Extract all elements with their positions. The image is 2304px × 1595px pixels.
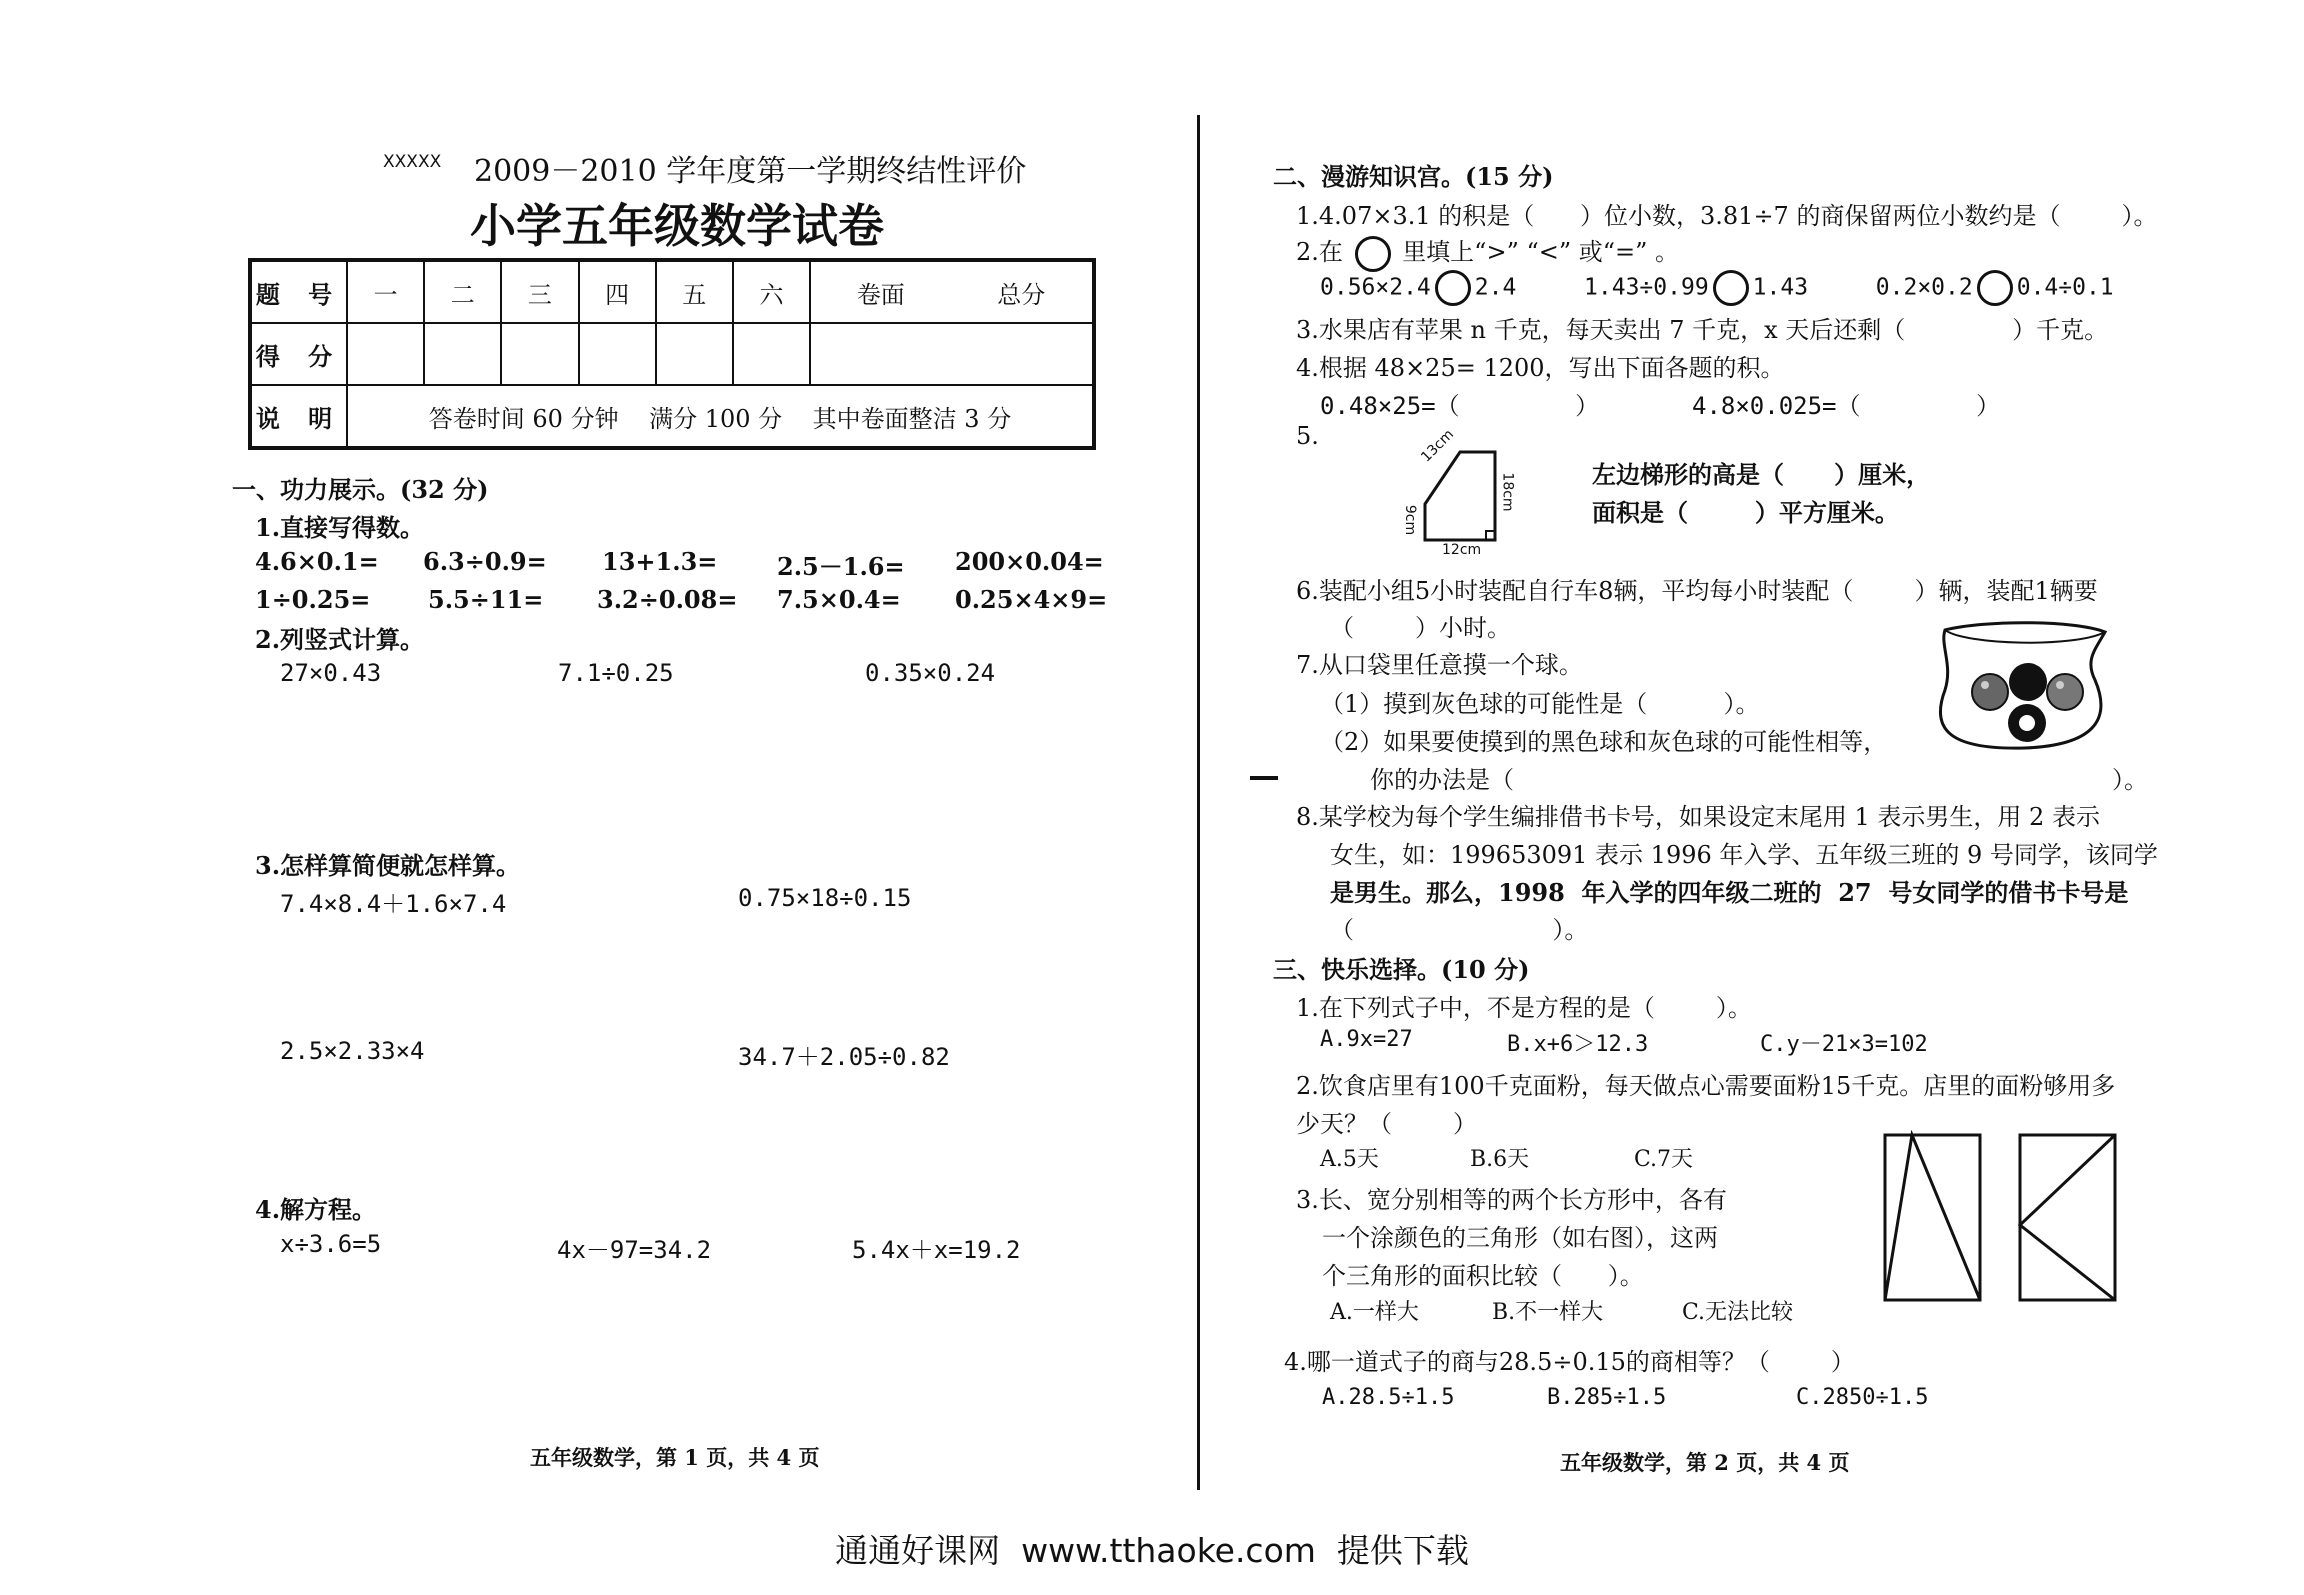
choice-option[interactable]: B.不一样大 — [1492, 1300, 1604, 1325]
page-1-footer: 五年级数学，第 1 页，共 4 页 — [530, 1445, 820, 1470]
score-cell: 五 — [656, 260, 733, 323]
vertical-calc-item: 27×0.43 — [280, 659, 382, 687]
choice-question-4: 4.哪一道式子的商与28.5÷0.15的商相等？（ ） — [1284, 1348, 1855, 1376]
score-input-cell[interactable] — [656, 323, 733, 385]
trapezoid-base-label: 12cm — [1442, 542, 1482, 558]
note-row-label: 说 明 — [250, 385, 347, 448]
score-cell — [810, 260, 951, 323]
compare-right: 1.43 — [1752, 274, 1809, 301]
question-1-2-heading: 2.列竖式计算。 — [255, 625, 425, 654]
question-2-5-text: 面积是（ ）平方厘米。 — [1592, 498, 1899, 527]
vertical-calc-item: 0.35×0.24 — [865, 659, 996, 687]
exam-note: 答卷时间 60 分钟 满分 100 分 其中卷面整洁 3 分 — [347, 385, 1094, 448]
question-2-7-1: （1）摸到灰色球的可能性是（ ）。 — [1320, 690, 1760, 718]
compare-row — [1320, 270, 2114, 306]
question-2-5-text: 左边梯形的高是（ ）厘米， — [1592, 460, 1931, 489]
score-cell — [951, 260, 1094, 323]
trapezoid-height-label: 18cm — [1499, 472, 1516, 512]
page-divider — [1197, 115, 1200, 1490]
ball-bag-icon — [1925, 620, 2120, 755]
choice-option[interactable]: C.y－21×3=102 — [1760, 1032, 1928, 1057]
question-1-3-heading: 3.怎样算简便就怎样算。 — [255, 851, 521, 880]
choice-question-2: 少天？（ ） — [1296, 1110, 1478, 1138]
question-1-4-heading: 4.解方程。 — [255, 1195, 377, 1224]
page-2-footer: 五年级数学，第 2 页，共 4 页 — [1560, 1450, 1850, 1475]
question-2-8: 8.某学校为每个学生编排借书卡号，如果设定末尾用 1 表示男生，用 2 表示 — [1296, 803, 2100, 831]
vertical-calc-item: 7.1÷0.25 — [558, 659, 674, 687]
question-2-2-suffix: 里填上“>” “<” 或“=” 。 — [1402, 238, 1680, 266]
choice-option[interactable]: C.无法比较 — [1682, 1300, 1794, 1325]
oral-calc-item: 1÷0.25= — [255, 585, 371, 614]
score-row-label: 得 分 — [250, 323, 347, 385]
score-cell: 二 — [424, 260, 501, 323]
compare-right: 0.4÷0.1 — [2016, 274, 2114, 301]
score-input-cell[interactable] — [733, 323, 810, 385]
question-2-7: 7.从口袋里任意摸一个球。 — [1296, 651, 1583, 679]
question-2-8: 是男生。那么，1998 年入学的四年级二班的 27 号女同学的借书卡号是 — [1330, 878, 2129, 907]
score-cell: 四 — [579, 260, 656, 323]
compare-left: 1.43÷0.99 — [1584, 274, 1709, 301]
product-item: 0.48×25=（ ） — [1320, 392, 1600, 420]
oral-calc-item: 13+1.3= — [602, 547, 718, 576]
section-1-heading: 一、功力展示。(32 分) — [232, 475, 489, 504]
simplify-calc-item: 2.5×2.33×4 — [280, 1037, 425, 1065]
oral-calc-item: 4.6×0.1= — [255, 547, 379, 576]
score-cell-juanmian: 卷面 — [856, 280, 905, 309]
section-2-heading: 二、漫游知识宫。(15 分) — [1273, 162, 1554, 191]
choice-option[interactable]: A.28.5÷1.5 — [1322, 1385, 1455, 1410]
simplify-calc-item: 7.4×8.4＋1.6×7.4 — [280, 890, 507, 918]
choice-option[interactable]: C.7天 — [1634, 1147, 1694, 1172]
equation-item: 5.4x＋x=19.2 — [852, 1236, 1021, 1264]
equation-item: x÷3.6=5 — [280, 1230, 382, 1258]
question-2-3: 3.水果店有苹果 n 千克，每天卖出 7 千克，x 天后还剩（ ）千克。 — [1296, 316, 2109, 344]
question-2-7-2: （2）如果要使摸到的黑色球和灰色球的可能性相等， — [1320, 728, 1888, 756]
exam-code: XXXXX — [383, 152, 442, 172]
simplify-calc-item: 34.7＋2.05÷0.82 — [738, 1043, 950, 1071]
simplify-calc-item: 0.75×18÷0.15 — [738, 884, 912, 912]
compare-circle-input[interactable] — [1435, 270, 1471, 306]
equation-item: 4x－97=34.2 — [557, 1236, 712, 1264]
choice-option[interactable]: A.5天 — [1320, 1147, 1379, 1172]
score-table — [248, 258, 1096, 450]
score-input-cell[interactable] — [347, 323, 424, 385]
choice-option[interactable]: B.285÷1.5 — [1547, 1385, 1667, 1410]
oral-calc-item: 200×0.04= — [955, 547, 1104, 576]
question-1-1-heading: 1.直接写得数。 — [255, 513, 425, 542]
exam-subtitle: 2009－2010 学年度第一学期终结性评价 — [474, 154, 1027, 189]
question-2-2 — [1296, 232, 1679, 272]
question-2-7-3: 你的办法是（ — [1370, 766, 1514, 794]
trapezoid-short-side-label: 9cm — [1402, 504, 1419, 536]
trapezoid-slant-label: 13cm — [1418, 426, 1458, 466]
product-item: 4.8×0.025=（ ） — [1692, 392, 2001, 420]
choice-option[interactable]: C.2850÷1.5 — [1796, 1385, 1929, 1410]
question-2-6: （ ）小时。 — [1330, 614, 1512, 642]
question-2-6: 6.装配小组5小时装配自行车8辆，平均每小时装配（ ）辆，装配1辆要 — [1296, 577, 2098, 605]
choice-option[interactable]: B.x+6＞12.3 — [1507, 1032, 1649, 1057]
compare-right: 2.4 — [1474, 274, 1517, 301]
choice-question-1: 1.在下列式子中，不是方程的是（ ）。 — [1296, 994, 1752, 1022]
scan-mark — [1250, 776, 1278, 780]
section-3-heading: 三、快乐选择。(10 分) — [1273, 955, 1530, 984]
score-input-cell[interactable] — [501, 323, 578, 385]
oral-calc-item: 5.5÷11= — [428, 585, 544, 614]
compare-circle-icon — [1355, 236, 1391, 272]
score-cell: 一 — [347, 260, 424, 323]
score-table-score-row — [250, 323, 1094, 385]
score-cell: 六 — [733, 260, 810, 323]
question-2-4: 4.根据 48×25= 1200，写出下面各题的积。 — [1296, 354, 1785, 382]
choice-option[interactable]: A.9x=27 — [1320, 1027, 1413, 1052]
question-2-1: 1.4.07×3.1 的积是（ ）位小数，3.81÷7 的商保留两位小数约是（ ）。 — [1296, 202, 2158, 230]
choice-option[interactable]: B.6天 — [1470, 1147, 1530, 1172]
question-2-2-prefix: 2.在 — [1296, 238, 1343, 266]
score-cell: 三 — [501, 260, 578, 323]
oral-calc-item: 7.5×0.4= — [777, 585, 901, 614]
oral-calc-item: 2.5－1.6= — [777, 552, 905, 581]
score-input-cell[interactable] — [579, 323, 656, 385]
compare-left: 0.56×2.4 — [1320, 274, 1431, 301]
rectangles-triangles-figure — [1880, 1130, 2130, 1305]
compare-left: 0.2×0.2 — [1875, 274, 1973, 301]
question-2-8: （ ）。 — [1330, 916, 1589, 944]
score-input-cell[interactable] — [810, 323, 1094, 385]
exam-title: 小学五年级数学试卷 — [470, 199, 884, 253]
question-2-5-number: 5. — [1296, 422, 1319, 450]
question-2-8: 女生，如：199653091 表示 1996 年入学、五年级三班的 9 号同学，该同学 — [1330, 841, 2158, 869]
score-cell-total: 总分 — [997, 280, 1046, 309]
score-table-note-row — [250, 385, 1094, 448]
oral-calc-item: 3.2÷0.08= — [597, 585, 738, 614]
question-2-7-3-end: ）。 — [2112, 766, 2148, 794]
choice-question-3: 个三角形的面积比较（ ）。 — [1322, 1262, 1644, 1290]
oral-calc-item: 6.3÷0.9= — [423, 547, 547, 576]
choice-question-3: 一个涂颜色的三角形（如右图），这两 — [1322, 1224, 1718, 1252]
score-table-header-row — [250, 260, 1094, 323]
compare-circle-input[interactable] — [1713, 270, 1749, 306]
score-cell: 题 号 — [250, 260, 347, 323]
choice-question-2: 2.饮食店里有100千克面粉，每天做点心需要面粉15千克。店里的面粉够用多 — [1296, 1072, 2116, 1100]
choice-question-3: 3.长、宽分别相等的两个长方形中，各有 — [1296, 1186, 1727, 1214]
oral-calc-item: 0.25×4×9= — [955, 585, 1108, 614]
compare-circle-input[interactable] — [1977, 270, 2013, 306]
choice-option[interactable]: A.一样大 — [1330, 1300, 1419, 1325]
score-input-cell[interactable] — [424, 323, 501, 385]
download-footer: 通通好课网 www.tthaoke.com 提供下载 — [835, 1531, 1469, 1570]
